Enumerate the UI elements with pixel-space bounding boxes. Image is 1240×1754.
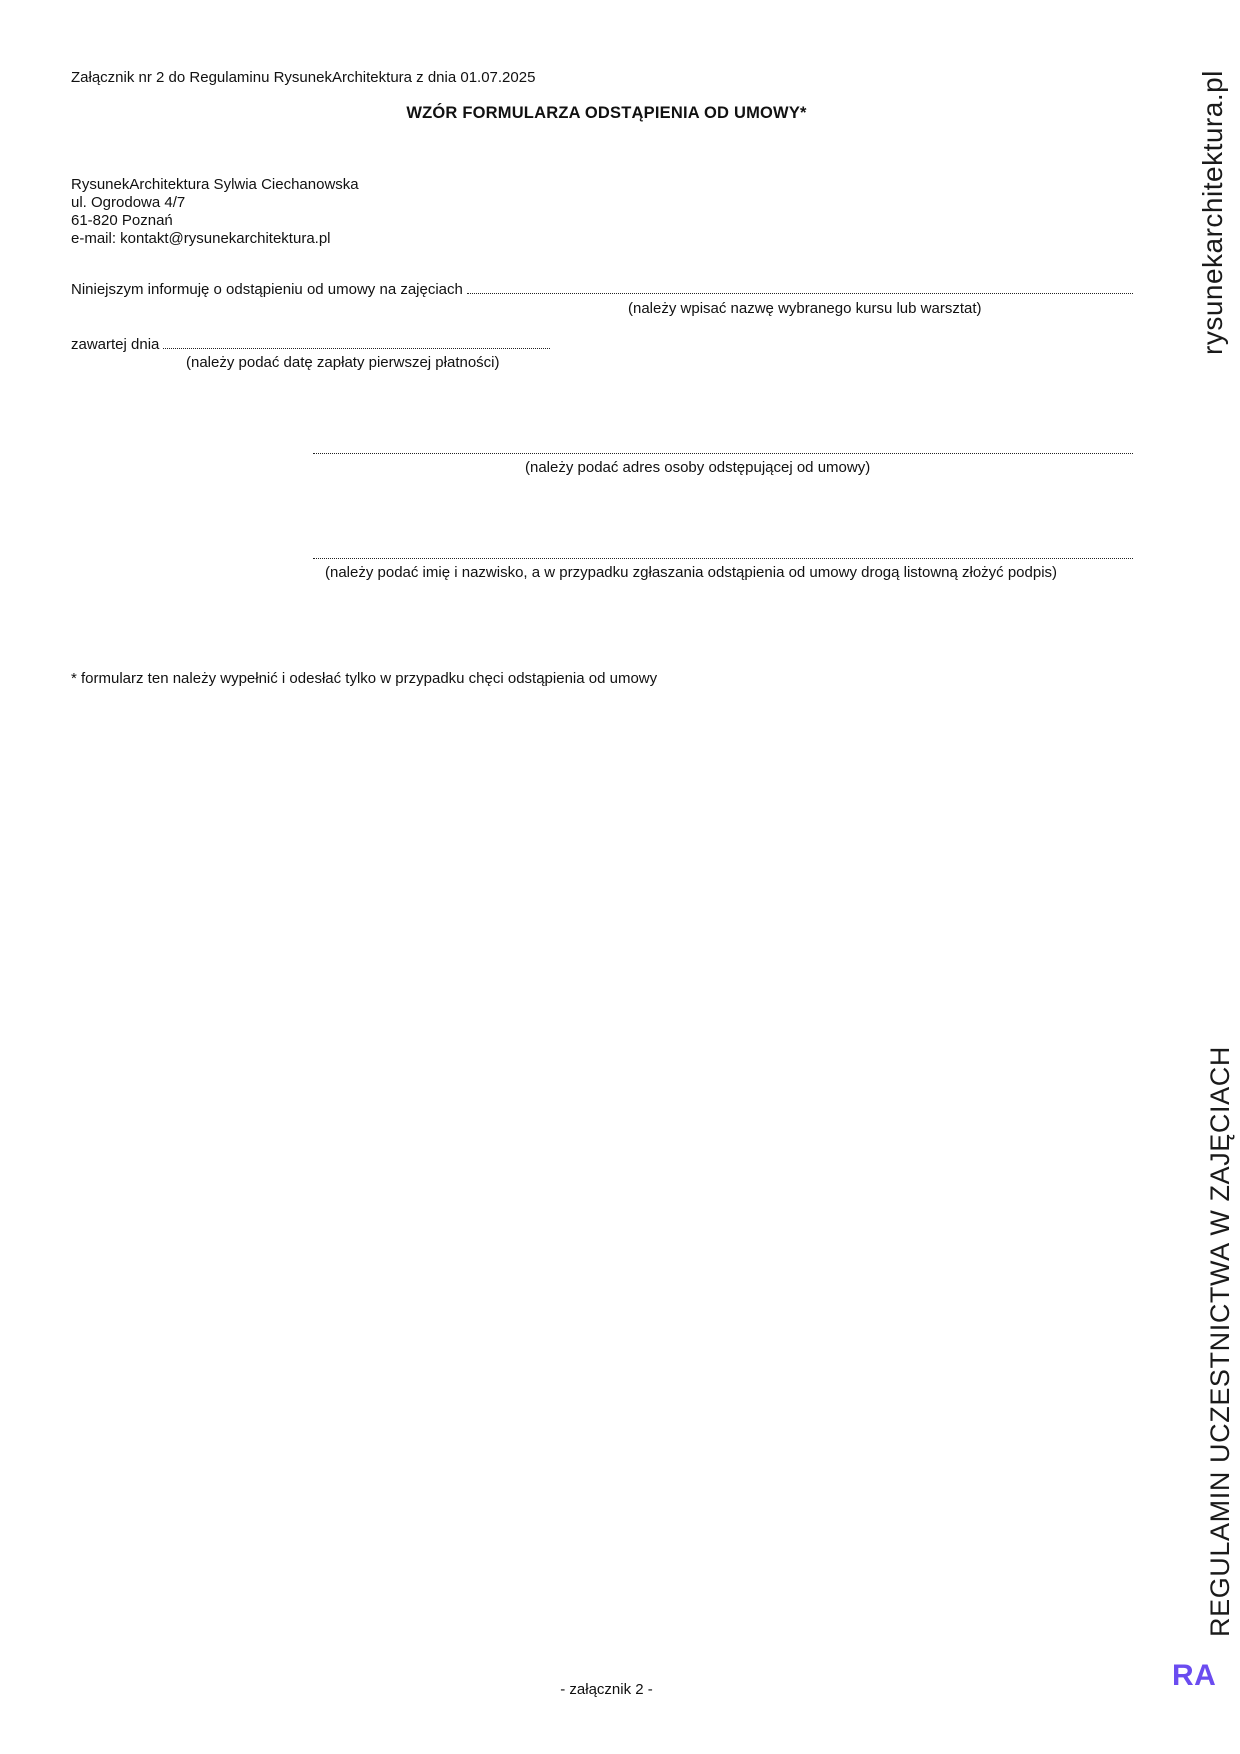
signature-fill-line[interactable] <box>313 558 1133 559</box>
footnote: * formularz ten należy wypełnić i odesłać tylko w przypadku chęci odstąpienia od umowy <box>71 670 658 687</box>
sidebar-url: rysunekarchitektura.pl <box>1197 70 1228 355</box>
document-title: WZÓR FORMULARZA ODSTĄPIENIA OD UMOWY* <box>406 104 807 122</box>
date-fill-line[interactable] <box>163 336 550 349</box>
date-field-label: zawartej dnia <box>71 336 160 353</box>
email-address: e-mail: kontakt@rysunekarchitektura.pl <box>71 230 331 247</box>
course-fill-line[interactable] <box>467 281 1133 294</box>
course-field-hint: (należy wpisać nazwę wybranego kursu lub warsztat) <box>628 300 982 317</box>
course-field-row <box>71 281 1133 299</box>
street-address: ul. Ogrodowa 4/7 <box>71 194 186 211</box>
sidebar-document-name: REGULAMIN UCZESTNICTWA W ZAJĘCIACH <box>1205 1046 1235 1637</box>
address-field-hint: (należy podać adres osoby odstępującej od umowy) <box>525 459 871 476</box>
ra-logo: RA <box>1172 1659 1217 1692</box>
address-fill-line[interactable] <box>313 453 1133 454</box>
address-block <box>71 176 359 248</box>
date-field-row <box>71 336 550 354</box>
city-address: 61-820 Poznań <box>71 212 173 229</box>
date-field-hint: (należy podać datę zapłaty pierwszej płatności) <box>186 354 500 371</box>
page-footer: - załącznik 2 - <box>560 1681 653 1698</box>
signature-field-hint: (należy podać imię i nazwisko, a w przypadku zgłaszania odstąpienia od umowy drogą listowną złożyć podpis) <box>325 564 1058 581</box>
course-field-label: Niniejszym informuję o odstąpieniu od umowy na zajęciach <box>71 281 463 298</box>
company-name: RysunekArchitektura Sylwia Ciechanowska <box>71 176 359 193</box>
attachment-note: Załącznik nr 2 do Regulaminu RysunekArchitektura z dnia 01.07.2025 <box>71 69 536 86</box>
